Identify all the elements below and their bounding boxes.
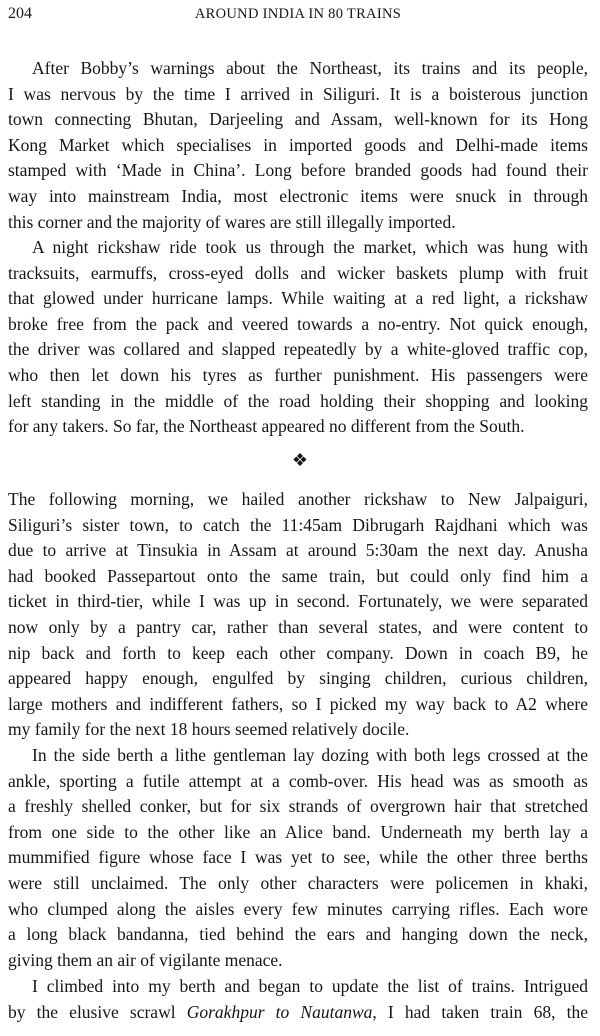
text-line: A night rickshaw ride took us through the market, which was hung with	[32, 237, 588, 257]
text-line: that glowed under hurricane lamps. While waiting at a red light, a rickshaw	[8, 288, 588, 309]
page-number: 204	[8, 5, 32, 22]
paragraph-3	[8, 487, 588, 743]
text-line: now only by a pantry car, rather than several states, and were content to	[8, 616, 588, 637]
text-line: were still unclaimed. The only other characters were policemen in khaki,	[8, 872, 588, 893]
text-line: nip back and forth to keep each other company. Down in coach B9, he	[8, 642, 588, 663]
text-line: from one side to the other like an Alice band. Underneath my berth lay a	[8, 821, 588, 842]
text-line: The following morning, we hailed another rickshaw to New Jalpaiguri,	[8, 489, 588, 509]
text-line: way into mainstream India, most electronic items were snuck in through	[8, 185, 588, 206]
text-line: town connecting Bhutan, Darjeeling and Assam, well-known for its Hong	[8, 109, 588, 130]
text-line: this corner and the majority of wares are still illegally imported.	[8, 211, 456, 232]
text-line: my family for the next 18 hours seemed relatively docile.	[8, 719, 410, 740]
text-line: for any takers. So far, the Northeast appeared no different from the South.	[8, 416, 525, 437]
paragraph-5	[8, 974, 588, 1025]
text-line: Siliguri’s sister town, to catch the 11:45am Dibrugarh Rajdhani which was	[8, 514, 588, 535]
text-line: had booked Passepartout onto the same train, but could only find him a	[8, 565, 588, 586]
text-line: giving them an air of vigilante menace.	[8, 949, 283, 970]
paragraph-2	[8, 235, 588, 440]
text-line: left standing in the middle of the road holding their shopping and looking	[8, 390, 588, 411]
text-line: stamped with ‘Made in China’. Long before branded goods had found their	[8, 160, 588, 181]
text-line: In the side berth a lithe gentleman lay dozing with both legs crossed at the	[32, 745, 588, 765]
text-line: I climbed into my berth and began to update the list of trains. Intrigued	[32, 976, 588, 996]
page-header	[8, 4, 588, 24]
text-line: by the elusive scrawl Gorakhpur to Nautanwa, I had taken train 68, the	[8, 1001, 588, 1022]
text-line: After Bobby’s warnings about the Northeast, its trains and its people,	[32, 58, 588, 78]
text-line: tracksuits, earmuffs, cross-eyed dolls and wicker baskets plump with fruit	[8, 262, 588, 283]
paragraph-1	[8, 56, 588, 235]
text-line: who clumped along the aisles every few minutes carrying rifles. Each wore	[8, 898, 588, 919]
paragraph-4	[8, 743, 588, 973]
text-line: the driver was collared and slapped repeatedly by a white-gloved traffic cop,	[8, 339, 588, 360]
text-line: who then let down his tyres as further punishment. His passengers were	[8, 364, 588, 385]
text-line: a long black bandanna, tied behind the ears and hanging down the neck,	[8, 924, 588, 945]
train-route-title: Gorakhpur to Nautanwa	[186, 1001, 373, 1022]
text-line: large mothers and indifferent fathers, so I picked my way back to A2 where	[8, 693, 588, 714]
section-break-ornament: ❖	[291, 450, 309, 470]
running-title: AROUND INDIA IN 80 TRAINS	[194, 6, 402, 22]
text-line: Kong Market which specialises in imported goods and Delhi-made items	[8, 134, 588, 155]
text-line: ticket in third-tier, while I was up in second. Fortunately, we were separated	[8, 591, 588, 612]
text-line: a freshly shelled conker, but for six strands of overgrown hair that stretched	[8, 796, 588, 817]
text-line: ankle, sporting a futile attempt at a comb-over. His head was as smooth as	[8, 770, 588, 791]
text-line: appeared happy enough, engulfed by singing children, curious children,	[8, 668, 588, 689]
text-line: broke free from the pack and veered towards a no-entry. Not quick enough,	[8, 313, 588, 334]
text-line: I was nervous by the time I arrived in Siliguri. It is a boisterous junction	[8, 83, 588, 104]
text-line: mummified figure whose face I was yet to see, while the other three berths	[8, 847, 588, 868]
text-line: due to arrive at Tinsukia in Assam at around 5:30am the next day. Anusha	[8, 540, 588, 561]
